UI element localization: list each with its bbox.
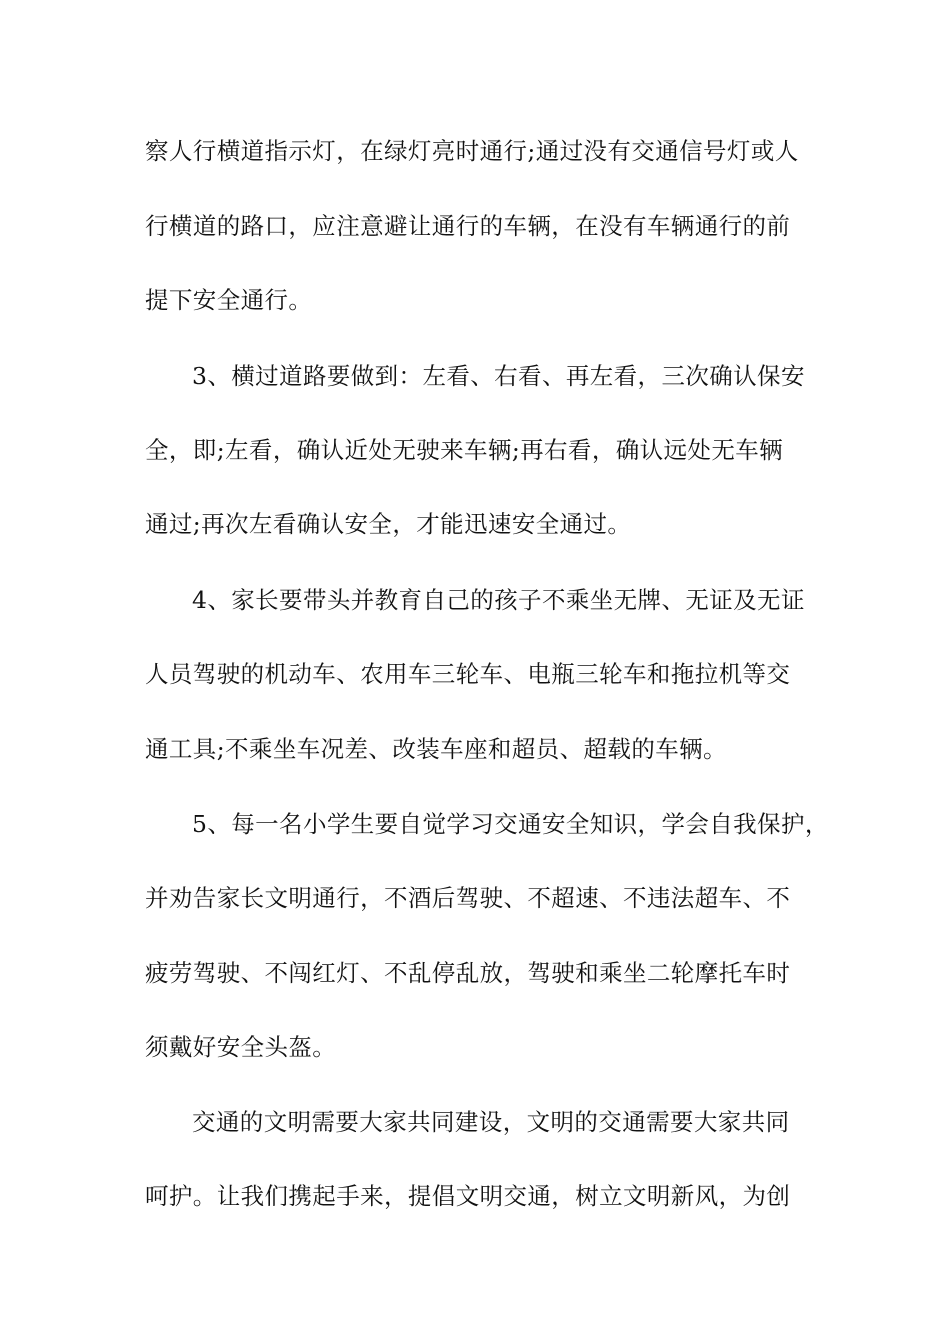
text-line: 须戴好安全头盔。 [145, 1033, 337, 1061]
text-line: 通过;再次左看确认安全，才能迅速安全通过。 [145, 510, 632, 538]
text-line: 提下安全通行。 [145, 286, 313, 314]
paragraph-4-first-line: 4、家长要带头并教育自己的孩子不乘坐无牌、无证及无证 [192, 586, 805, 614]
paragraph-5-first-line: 5、每一名小学生要自觉学习交通安全知识，学会自我保护， [192, 810, 829, 838]
text-line: 全，即;左看，确认近处无驶来车辆;再右看，确认远处无车辆 [145, 436, 784, 464]
paragraph-3-first-line: 3、横过道路要做到：左看、右看、再左看，三次确认保安 [192, 362, 805, 390]
text-line: 人员驾驶的机动车、农用车三轮车、电瓶三轮车和拖拉机等交 [145, 660, 791, 688]
text-line: 通工具;不乘坐车况差、改装车座和超员、超载的车辆。 [145, 735, 727, 763]
text-line: 疲劳驾驶、不闯红灯、不乱停乱放，驾驶和乘坐二轮摩托车时 [145, 959, 791, 987]
text-line: 行横道的路口，应注意避让通行的车辆，在没有车辆通行的前 [145, 212, 791, 240]
text-line: 呵护。让我们携起手来，提倡文明交通，树立文明新风，为创 [145, 1182, 791, 1210]
paragraph-closing-first-line: 交通的文明需要大家共同建设，文明的交通需要大家共同 [192, 1108, 790, 1136]
text-line: 察人行横道指示灯，在绿灯亮时通行;通过没有交通信号灯或人 [145, 137, 799, 165]
text-line: 并劝告家长文明通行，不酒后驾驶、不超速、不违法超车、不 [145, 884, 791, 912]
